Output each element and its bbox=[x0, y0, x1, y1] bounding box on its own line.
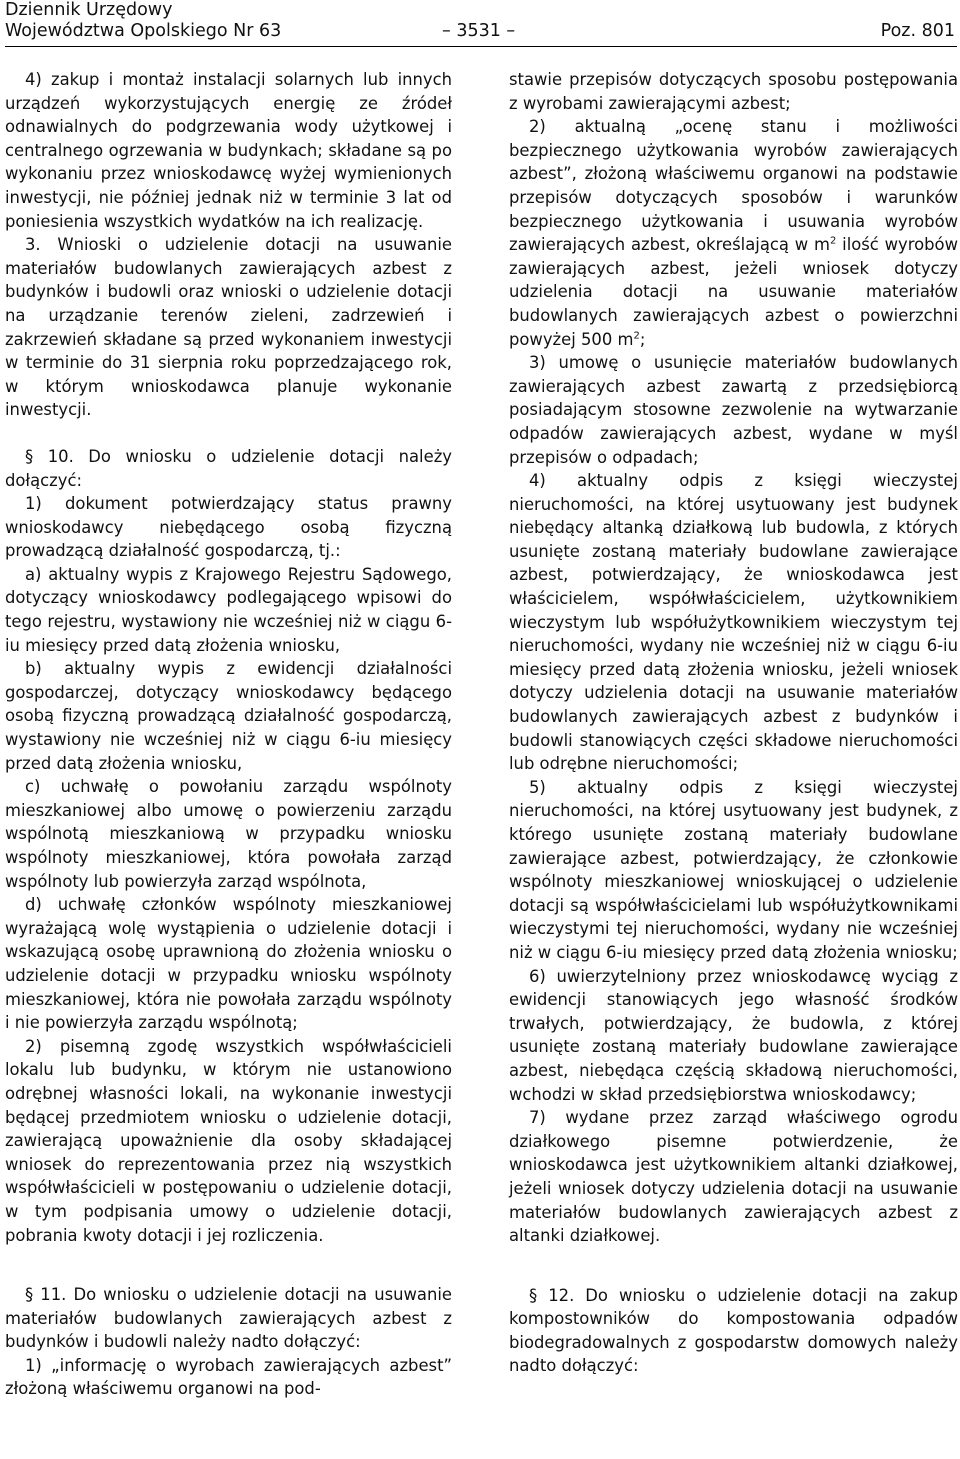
journal-title: Dziennik Urzędowy bbox=[5, 0, 173, 20]
paragraph-par-11-item-7: 7) wydane przez zarząd właściwego ogrodu działkowego pisemne potwierdzenie, że wnioskodawca jest użytkownikiem altanki działkowej, jeżeli wniosek dotyczy udzielenia dotacji na usuwanie materiałów budowlanych zawierających azbest z altanki działkowej. bbox=[509, 1108, 958, 1246]
paragraph-par-12: § 12. Do wniosku o udzielenie dotacji na zakup kompostowników do kompostowania odpadów biodegradowalnych z gospodarstw domowych należy nadto dołączyć: bbox=[509, 1285, 958, 1376]
paragraph-par-11-item-6: 6) uwierzytelniony przez wnioskodawcę wyciąg z ewidencji stanowiących jego własność środków trwałych, potwierdzający, że budowla, z której usunięte zostaną materiały budowlane zawierające azbest, niebędąca częścią składową nieruchomości, wchodzi w skład przedsiębiorstwa wnioskodawcy; bbox=[509, 966, 958, 1104]
paragraph-par-11: § 11. Do wniosku o udzielenie dotacji na usuwanie materiałów budowlanych zawierających azbest z budynków i budowli należy nadto dołączyć: bbox=[5, 1285, 452, 1352]
paragraph-par-11-item-5: 5) aktualny odpis z księgi wieczystej nieruchomości, na której usytuowany jest budynek, z którego usunięte zostaną materiały budowlane zawierające azbest, potwierdzający, że członkowie wspólnoty mieszkaniowej wnioskującej o udzielenie dotacji są współwłaścicielami lub współużytkownikami wieczystymi tej nieruchomości, wydany nie wcześniej niż w ciągu 6-iu miesięcy przed datą złożenia wniosku; bbox=[509, 777, 958, 962]
page-number: – 3531 – bbox=[442, 21, 516, 41]
paragraph-par-11-item-1: 1) „informację o wyrobach zawierających azbest” złożoną właściwemu organowi na pod- bbox=[5, 1355, 452, 1399]
position-number: Poz. 801 bbox=[880, 21, 955, 41]
superscript-2b: 2 bbox=[633, 330, 640, 342]
paragraph-par-11-item-3: 3) umowę o usunięcie materiałów budowlanych zawierających azbest zawartą z przedsiębiorcą posiadającym stosowne zezwolenie na wytwarzanie odpadów zawierających azbest, wydane w myśl przepisów o odpadach; bbox=[509, 353, 958, 467]
paragraph-par-11-item-4: 4) aktualny odpis z księgi wieczystej nieruchomości, na której usytuowany jest budynek niebędący altanką działkową lub budowla, z których usunięte zostaną materiały budowlane zawierające azbest, potwierdzający, że wnioskodawca jest właścicielem, współwłaścicielem, użytkownikiem wieczystym lub współużytkownikiem wieczystym tej nieruchomości, wydany nie wcześniej niż w ciągu 6-iu miesięcy przed datą złożenia wniosku, jeżeli wniosek dotyczy udzielenia dotacji na usuwanie materiałów budowlanych zawierających azbest z budynków i budowli stanowiących części składowe nieruchomości lub odrębne nieruchomości; bbox=[509, 471, 958, 774]
paragraph-section-3: 3. Wnioski o udzielenie dotacji na usuwanie materiałów budowlanych zawierających azbest z budynków i budowli oraz wnioski o udzielenie dotacji na urządzanie terenów zieleni, zadrzewień i zakrzewień składane są przed wykonaniem inwestycji w terminie do 31 sierpnia roku poprzedzającego rok, w którym wnioskodawca planuje wykonanie inwestycji. bbox=[5, 235, 452, 420]
paragraph-item-c: c) uchwałę o powołaniu zarządu wspólnoty mieszkaniowej albo umowę o powierzeniu zarządu wspólnotą mieszkaniową w przypadku wniosku wspólnoty mieszkaniowej, która powołała zarząd wspólnoty lub powierzyła zarząd wspólnota, bbox=[5, 777, 452, 891]
right-column bbox=[509, 68, 958, 1378]
paragraph-continuation: stawie przepisów dotyczących sposobu postępowania z wyrobami zawierającymi azbest; bbox=[509, 70, 958, 113]
paragraph-item-a: a) aktualny wypis z Krajowego Rejestru Sądowego, dotyczący wnioskodawcy podlegającego wpisowi do tego rejestru, wystawiony nie wcześniej niż w ciągu 6-iu miesięcy przed datą złożenia wniosku, bbox=[5, 564, 452, 655]
paragraph-item-b: b) aktualny wypis z ewidencji działalności gospodarczej, dotyczący wnioskodawcy będącego osobą fizyczną prowadzącą działalność gospodarczą, wystawiony nie wcześniej niż w ciągu 6-iu miesięcy przed datą złożenia wniosku, bbox=[5, 659, 452, 773]
issue-number: Województwa Opolskiego Nr 63 bbox=[5, 21, 282, 41]
page-header bbox=[5, 0, 957, 47]
item-2-text: 2) aktualną „ocenę stanu i możliwości bezpiecznego użytkowania wyrobów zawierających azbest”, złożoną właściwemu organowi na podstawie przepisów dotyczących sposobów i warunków bezpiecznego użytkowania i usuwania wyrobów zawierających azbest, określającą w m bbox=[509, 117, 958, 255]
paragraph-par-10: § 10. Do wniosku o udzielenie dotacji należy dołączyć: bbox=[5, 446, 452, 490]
paragraph-item-4: 4) zakup i montaż instalacji solarnych lub innych urządzeń wykorzystujących energię ze źródeł odnawialnych do podgrzewania wody użytkowej i centralnego ogrzewania w budynkach; składane są po wykonaniu przez wnioskodawcę wyżej wymienionych inwestycji, nie później jednak niż w terminie 3 lat od poniesienia wszystkich wydatków na ich realizację. bbox=[5, 70, 452, 231]
item-2-text-tail: ilość wyrobów zawierających azbest, jeżeli wniosek dotyczy udzielenia dotacji na usuwanie materiałów budowlanych zawierających azbest o powierzchni powyżej 500 m bbox=[509, 235, 958, 349]
item-2-text-end: ; bbox=[639, 329, 646, 349]
paragraph-par-11-item-2 bbox=[509, 115, 958, 351]
superscript-2: 2 bbox=[829, 235, 837, 247]
paragraph-item-d: d) uchwałę członków wspólnoty mieszkaniowej wyrażającą wolę wystąpienia o udzielenie dotacji i wskazującą osobę uprawnioną do złożenia wniosku o udzielenie dotacji w przypadku wniosku wspólnoty mieszkaniowej, która nie powołała zarządu wspólnoty i nie powierzyła zarządu wspólnotą; bbox=[5, 895, 452, 1033]
paragraph-item-1: 1) dokument potwierdzający status prawny wnioskodawcy niebędącego osobą fizyczną prowadzącą działalność gospodarczą, tj.: bbox=[5, 494, 452, 561]
left-column bbox=[5, 68, 452, 1401]
paragraph-item-2: 2) pisemną zgodę wszystkich współwłaścicieli lokalu lub budynku, w którym nie ustanowiono odrębnej własności lokali, na wykonanie inwestycji będącej przedmiotem wniosku o udzielenie dotacji, zawierającą upoważnienie dla osoby składającej wniosek do reprezentowania przez nią wszystkich współwłaścicieli w postępowaniu o udzielenie dotacji, w tym podpisania umowy o udzielenie dotacji, pobrania kwoty dotacji i jej rozliczenia. bbox=[5, 1036, 452, 1245]
